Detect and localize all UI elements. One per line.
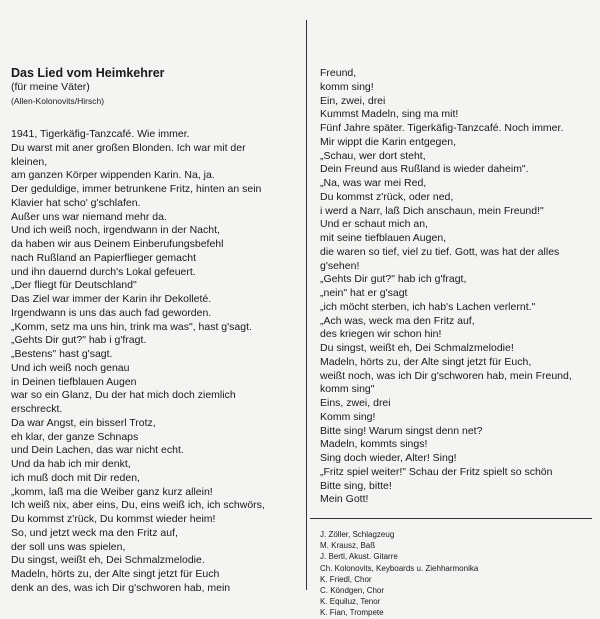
lyric-line: Komm sing! (320, 410, 376, 423)
lyric-line: Und er schaut mich an, (320, 218, 428, 231)
lyric-line: Und da hab ich mir denkt, (11, 458, 131, 470)
lyric-line: und ihn dauernd durch's Lokal gefeuert. (11, 265, 196, 278)
lyric-line: Sing doch wieder, Alter! Sing! (320, 452, 457, 464)
lyric-line: Und ich weiß noch, irgendwann in der Nacht, (11, 224, 220, 237)
musician-credit: J. Bertl, Akust. Gitarre (320, 552, 398, 562)
lyric-line: „Komm, setz ma uns hin, trink ma was", hast g'sagt. (11, 320, 252, 333)
lyric-line: weißt noch, was ich Dir g'schworen hab, mein Freund, (320, 369, 572, 382)
lyric-line: „Ach was, weck ma den Fritz auf, (320, 314, 475, 327)
lyric-line: Das Ziel war immer der Karin ihr Dekolleté. (11, 293, 212, 305)
lyric-line: „komm, laß ma die Weiber ganz kurz allein! (11, 485, 213, 498)
lyric-line: Und ich weiß noch genau (11, 361, 130, 374)
lyric-line: nach Rußland an Papierflieger gemacht (11, 251, 197, 264)
lyric-line: Du singst, weißt eh, Dei Schmalzmelodie! (320, 342, 514, 354)
lyric-line: Eins, zwei, drei (320, 397, 391, 409)
lyric-line: Außer uns war niemand mehr da. (11, 210, 167, 223)
lyric-line: denk an des, was ich Dir g'schworen hab, mein (11, 581, 231, 594)
lyric-line: Klavier hat scho' g'schlafen. (11, 196, 141, 209)
lyric-line: Kummst Madeln, sing ma mit! (320, 108, 459, 121)
lyric-line: Du kommst z'rück, oder ned, (320, 190, 454, 203)
lyric-line: Mein Gott! (320, 493, 369, 506)
lyric-line: Du kommst z'rück, Du kommst wieder heim! (11, 513, 216, 525)
lyric-line: am ganzen Körper wippenden Karin. Na, ja. (11, 169, 215, 182)
lyric-line: die waren so tief, viel zu tief. Gott, was hat der alles (320, 245, 560, 258)
musician-credit: C. Köndgen, Chor (320, 586, 385, 596)
musician-credit: J. Zöller, Schlagzeug (320, 530, 395, 539)
lyric-line: So, und jetzt weck ma den Fritz auf, (11, 526, 178, 539)
lyric-line: „Gehts Dir gut?" hab ich g'fragt, (320, 273, 467, 286)
right-column (320, 67, 592, 619)
lyric-line: i werd a Narr, laß Dich anschaun, mein Freund!" (320, 204, 544, 217)
lyric-line: war so ein Glanz, Du der hat mich doch ziemlich (11, 389, 236, 402)
lyric-line: „Schau, wer dort steht, (320, 149, 426, 162)
song-dedication: (für meine Väter) (11, 81, 90, 93)
left-column (11, 66, 301, 596)
lyric-line: da haben wir aus Deinem Einberufungsbefehl (11, 238, 224, 250)
lyric-line: Mir wippt die Karin entgegen, (320, 135, 456, 148)
lyric-line: komm sing" (320, 383, 375, 396)
musician-credit: Ch. Kolonovits, Keyboards u. Ziehharmonika (320, 563, 479, 573)
lyric-line: „Fritz spiel weiter!" Schau der Fritz spielt so schön (320, 465, 553, 478)
lyric-line: Dein Freund aus Rußland is wieder daheim". (320, 163, 529, 176)
lyric-line: Fünf Jahre später. Tigerkäfig-Tanzcafé. Noch immer. (320, 122, 564, 134)
lyric-line: erschreckt. (11, 403, 63, 415)
lyric-line: Der geduldige, immer betrunkene Fritz, hinten an sein (11, 183, 262, 195)
lyric-line: der soll uns was spielen, (11, 540, 126, 553)
lyric-line: Madeln, hörts zu, der Alte singt jetzt für Euch, (320, 355, 532, 368)
lyric-line: des kriegen wir schon hin! (320, 328, 442, 341)
lyric-line: Irgendwann is uns das auch fad geworden. (11, 306, 212, 319)
column-divider (306, 20, 307, 590)
song-authors: (Allen-Kolonovits/Hirsch) (11, 96, 105, 106)
lyric-line: eh klar, der ganze Schnaps (11, 430, 139, 443)
musician-credit: K. Equiluz, Tenor (320, 597, 381, 607)
musician-credit: M. Krausz, Baß (320, 541, 376, 551)
lyric-line: Bitte sing! Warum singst denn net? (320, 424, 483, 437)
lyric-line: und Dein Lachen, das war nicht echt. (11, 444, 184, 457)
lyric-line: „Der fliegt für Deutschland" (11, 279, 137, 292)
lyric-line: Du singst, weißt eh, Dei Schmalzmelodie. (11, 554, 205, 567)
musician-credit: K. Friedl, Chor (320, 574, 372, 584)
lyric-line: Da war Angst, ein bisserl Trotz, (11, 416, 156, 429)
lyric-line: Bitte sing, bitte! (320, 479, 392, 492)
section-separator (310, 518, 592, 519)
lyric-line: Du warst mit aner großen Blonden. Ich war mit der (11, 141, 246, 154)
musician-credit: K. Fian, Trompete (320, 608, 384, 618)
lyric-line: Ein, zwei, drei (320, 94, 386, 107)
lyrics-left (11, 128, 301, 596)
lyric-line: Ich weiß nix, aber eins, Du, eins weiß ich, ich schwörs, (11, 499, 265, 512)
lyric-line: Madeln, hörts zu, der Alte singt jetzt für Euch (11, 568, 220, 580)
lyric-line: Freund, (320, 67, 357, 79)
lyric-line: „nein" hat er g'sagt (320, 287, 408, 299)
song-title: Das Lied vom Heimkehrer (11, 66, 165, 80)
lyric-line: „Gehts Dir gut?" hab i g'fragt. (11, 334, 147, 347)
lyric-line: mit seine tiefblauen Augen, (320, 232, 447, 244)
lyric-line: „Bestens" hast g'sagt. (11, 348, 113, 360)
lyric-line: 1941, Tigerkäfig-Tanzcafé. Wie immer. (11, 128, 190, 140)
musician-credits (320, 529, 592, 619)
lyric-line: Madeln, kommts sings! (320, 438, 428, 451)
lyric-line: in Deinen tiefblauen Augen (11, 375, 137, 388)
lyric-line: g'sehen! (320, 259, 360, 272)
lyrics-right (320, 67, 592, 507)
lyric-line: komm sing! (320, 80, 374, 93)
lyric-line: „ich möcht sterben, ich hab's Lachen verlernt." (320, 300, 536, 313)
lyric-line: kleinen, (11, 155, 48, 168)
lyric-line: ich muß doch mit Dir reden, (11, 471, 140, 484)
lyric-line: „Na, was war mei Red, (320, 177, 427, 189)
